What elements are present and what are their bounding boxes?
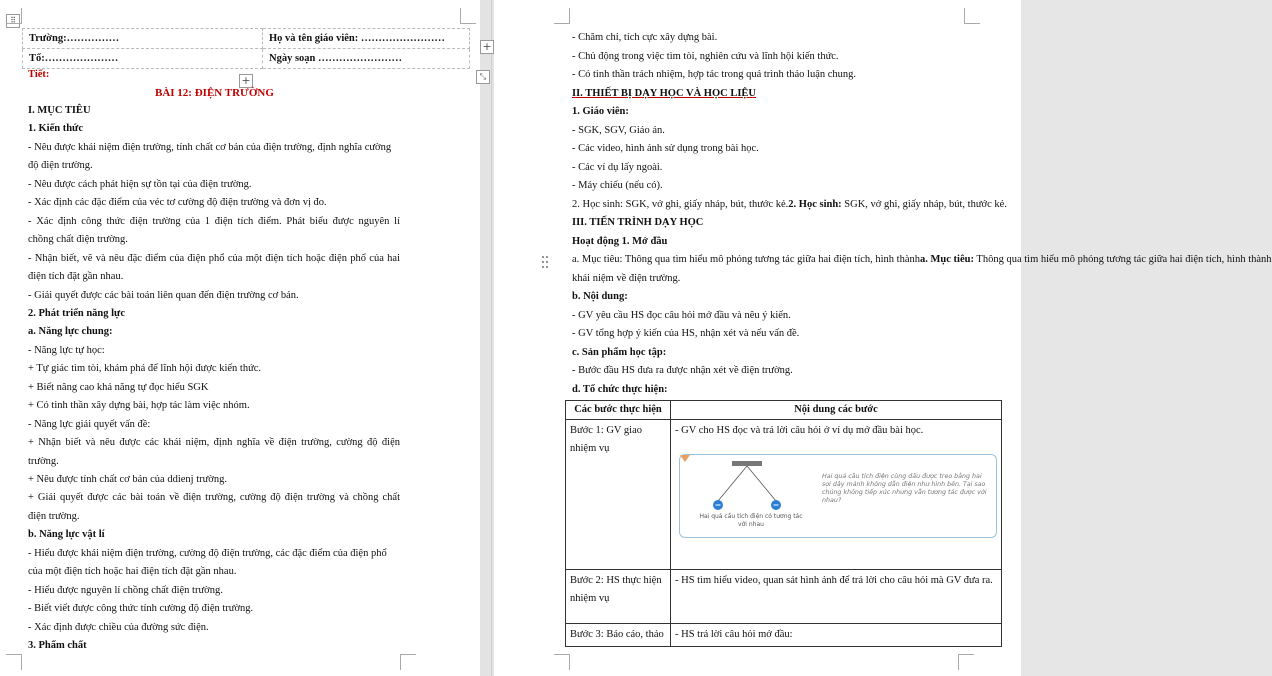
body-text-line: - Nêu được cách phát hiện sự tồn tại của điện trường. bbox=[28, 179, 252, 190]
body-text-line: a. Mục tiêu: Thông qua tìm hiểu mô phỏng tương tác giữa hai điện tích, hình thànha. Mục tiêu: Thông qua tìm hiểu mô phỏng tương tác giữa hai điện tích, hình thành bbox=[572, 254, 1272, 265]
section-heading: II. THIẾT BỊ DẠY HỌC VÀ HỌC LIỆU bbox=[572, 88, 756, 99]
body-text-line: + Biết nâng cao khả năng tự đọc hiểu SGK bbox=[28, 382, 209, 393]
crop-mark-bottom-left-right-page bbox=[554, 654, 570, 670]
section-heading: b. Nội dung: bbox=[572, 291, 628, 302]
body-text-line: độ điện trường. bbox=[28, 160, 93, 171]
body-text-line: - GV tổng hợp ý kiến của HS, nhận xét và nếu vấn đề. bbox=[572, 328, 800, 339]
section-heading: 3. Phẩm chất bbox=[28, 640, 87, 651]
figure-caption: Hai quả cầu tích điện có tương tác với nhau bbox=[699, 513, 803, 528]
body-text-line: - Hiểu được khái niệm điện trường, cường độ điện trường, các đặc điểm của điện phổ bbox=[28, 548, 387, 559]
table-cell-step-2[interactable]: Bước 2: HS thực hiện nhiệm vụ bbox=[566, 570, 671, 624]
body-text-line: + Giải quyết được các bài toán về điện trường, cường độ điện trường và chồng chất bbox=[28, 492, 400, 503]
steps-header-content: Nội dung các bước bbox=[671, 401, 1002, 420]
table-cell-content-3[interactable]: - HS trả lời câu hỏi mở đầu: bbox=[671, 624, 1002, 647]
body-text-line: điện tích đặt gần nhau. bbox=[28, 271, 124, 282]
support-bar bbox=[732, 461, 762, 466]
section-heading: III. TIẾN TRÌNH DẠY HỌC bbox=[572, 217, 704, 228]
table-resize-icon[interactable]: ⤡ bbox=[476, 70, 490, 84]
inline-label: a. Mục tiêu: bbox=[920, 254, 974, 265]
drag-handle-icon[interactable] bbox=[541, 255, 549, 269]
inline-text: Thông qua tìm hiểu mô phỏng tương tác giữa hai điện tích, hình thành bbox=[973, 254, 1272, 265]
section-heading: 2. Phát triển năng lực bbox=[28, 308, 126, 319]
body-text-line: - Các video, hình ảnh sử dụng trong bài học. bbox=[572, 143, 759, 154]
add-row-icon[interactable]: + bbox=[239, 74, 253, 88]
body-text-line: + Có tinh thần xây dựng bài, hợp tác làm việc nhóm. bbox=[28, 400, 250, 411]
body-text-line: - Xác định được chiều của đường sức điện. bbox=[28, 622, 209, 633]
body-text-line: - Chủ động trong việc tìm tòi, nghiên cứu và lĩnh hội kiến thức. bbox=[572, 51, 839, 62]
body-text-line: - Nêu được khái niệm điện trường, tính chất cơ bản của điện trường, định nghĩa cường bbox=[28, 142, 392, 153]
section-heading: d. Tổ chức thực hiện: bbox=[572, 384, 668, 395]
section-heading: 1. Giáo viên: bbox=[572, 106, 629, 117]
body-text-line: - Có tinh thần trách nhiệm, hợp tác trong quá trình thảo luận chung. bbox=[572, 69, 857, 80]
add-column-icon[interactable]: + bbox=[480, 40, 494, 54]
crop-mark-top-right bbox=[460, 8, 476, 24]
body-text-line: điện trường. bbox=[28, 511, 80, 522]
section-heading: Hoạt động 1. Mở đầu bbox=[572, 236, 668, 247]
body-text-line: - Chăm chỉ, tích cực xây dựng bài. bbox=[572, 32, 718, 43]
inline-text: SGK, vở ghi, giấy nháp, bút, thước kẻ. bbox=[841, 199, 1007, 210]
body-text-line: khái niệm về điện trường. bbox=[572, 273, 681, 284]
crop-mark-bottom-right-right-page bbox=[958, 654, 974, 670]
body-text-line: - Xác định các đặc điểm của véc tơ cường độ điện trường và đơn vị đo. bbox=[28, 197, 327, 208]
body-text-line: - Năng lực giải quyết vấn đề: bbox=[28, 419, 151, 430]
figure-question: Hai quả cầu tích điện cùng dấu được treo bằng hai sợi dây mảnh không dẫn điện như hình bên. Tại sao chúng không tiếp xúc nhưng vẫn tương tác được với nhau? bbox=[822, 473, 987, 504]
body-text-line: - Nhận biết, vẽ và nêu đặc điểm của điện phổ của một điện tích hoặc điện phổ của hai bbox=[28, 253, 400, 264]
section-heading: a. Năng lực chung: bbox=[28, 326, 113, 337]
crop-mark-top-left bbox=[6, 8, 22, 24]
body-text-line: trường. bbox=[28, 456, 59, 467]
body-text-line: chồng chất điện trường. bbox=[28, 234, 128, 245]
date-field[interactable]: Ngày soạn …………………… bbox=[263, 49, 470, 69]
header-info-table bbox=[22, 28, 470, 69]
body-text-line: + Tự giác tìm tòi, khám phá để lĩnh hội được kiến thức. bbox=[28, 363, 262, 374]
teacher-name-field[interactable]: Họ và tên giáo viên: …………………… bbox=[263, 29, 470, 49]
body-text-line: 2. Học sinh: SGK, vở ghi, giấy nháp, bút, thước kẻ.2. Học sinh: SGK, vở ghi, giấy nháp, bút, thước kẻ. bbox=[572, 199, 1007, 210]
body-text-line: - Biết viết được công thức tính cường độ điện trường. bbox=[28, 603, 254, 614]
figure-corner-marker-icon bbox=[680, 455, 690, 462]
thread-right bbox=[747, 466, 776, 501]
table-cell-content-2[interactable]: - HS tìm hiểu video, quan sát hình ảnh để trả lời cho câu hỏi mà GV đưa ra. bbox=[671, 570, 1002, 624]
body-text-line: - GV yêu cầu HS đọc câu hỏi mở đầu và nêu ý kiến. bbox=[572, 310, 791, 321]
group-field[interactable]: Tổ:………………… bbox=[23, 49, 263, 69]
body-text-line: - Năng lực tự học: bbox=[28, 345, 105, 356]
crop-mark-bottom-right bbox=[400, 654, 416, 670]
table-cell-step-1[interactable]: Bước 1: GV giao nhiệm vụ bbox=[566, 420, 671, 570]
crop-mark-top-left-right-page bbox=[554, 8, 570, 24]
body-text-line: - Hiểu được nguyên lí chồng chất điện trường. bbox=[28, 585, 223, 596]
table-cell-content-1[interactable] bbox=[671, 420, 1002, 570]
table-move-handle-icon[interactable]: ⠿ bbox=[6, 14, 20, 28]
page-separator bbox=[491, 0, 492, 676]
body-text-line: - Xác định công thức điện trường của 1 điện tích điểm. Phát biểu được nguyên lí bbox=[28, 216, 400, 227]
steps-table bbox=[565, 400, 1002, 647]
crop-mark-bottom-left bbox=[6, 654, 22, 670]
body-text-line: - Các ví dụ lấy ngoài. bbox=[572, 162, 663, 173]
charged-spheres-figure bbox=[679, 454, 997, 538]
crop-mark-top-right-right-page bbox=[964, 8, 980, 24]
body-text-line: - Bước đầu HS đưa ra được nhận xét về điện trường. bbox=[572, 365, 793, 376]
body-text-line: + Nhận biết và nêu được các khái niệm, định nghĩa về điện trường, cường độ điện bbox=[28, 437, 400, 448]
body-text-line: - Giải quyết được các bài toán liên quan đến điện trường cơ bản. bbox=[28, 290, 299, 301]
body-text-line: - Máy chiếu (nếu có). bbox=[572, 180, 663, 191]
inline-label: 2. Học sinh: bbox=[788, 199, 842, 210]
lesson-title: BÀI 12: ĐIỆN TRƯỜNG bbox=[155, 87, 274, 99]
lesson-period-label: Tiết: bbox=[28, 69, 50, 80]
body-text-line: của một điện tích hoặc hai điện tích đặt gần nhau. bbox=[28, 566, 237, 577]
school-field[interactable]: Trường:…………… bbox=[23, 29, 263, 49]
section-heading: 1. Kiến thức bbox=[28, 123, 84, 134]
body-text-line: + Nêu được tính chất cơ bản của ddienj trường. bbox=[28, 474, 227, 485]
section-heading: b. Năng lực vật lí bbox=[28, 529, 105, 540]
body-text-line: - SGK, SGV, Giáo án. bbox=[572, 125, 665, 136]
section-heading: c. Sản phẩm học tập: bbox=[572, 347, 667, 358]
table-cell-step-3[interactable]: Bước 3: Báo cáo, thảo bbox=[566, 624, 671, 647]
step-1-text: - GV cho HS đọc và trả lời câu hỏi ở ví dụ mở đầu bài học. bbox=[675, 425, 924, 436]
section-heading: I. MỤC TIÊU bbox=[28, 105, 91, 116]
thread-left bbox=[718, 466, 747, 501]
steps-header-step: Các bước thực hiện bbox=[566, 401, 671, 420]
